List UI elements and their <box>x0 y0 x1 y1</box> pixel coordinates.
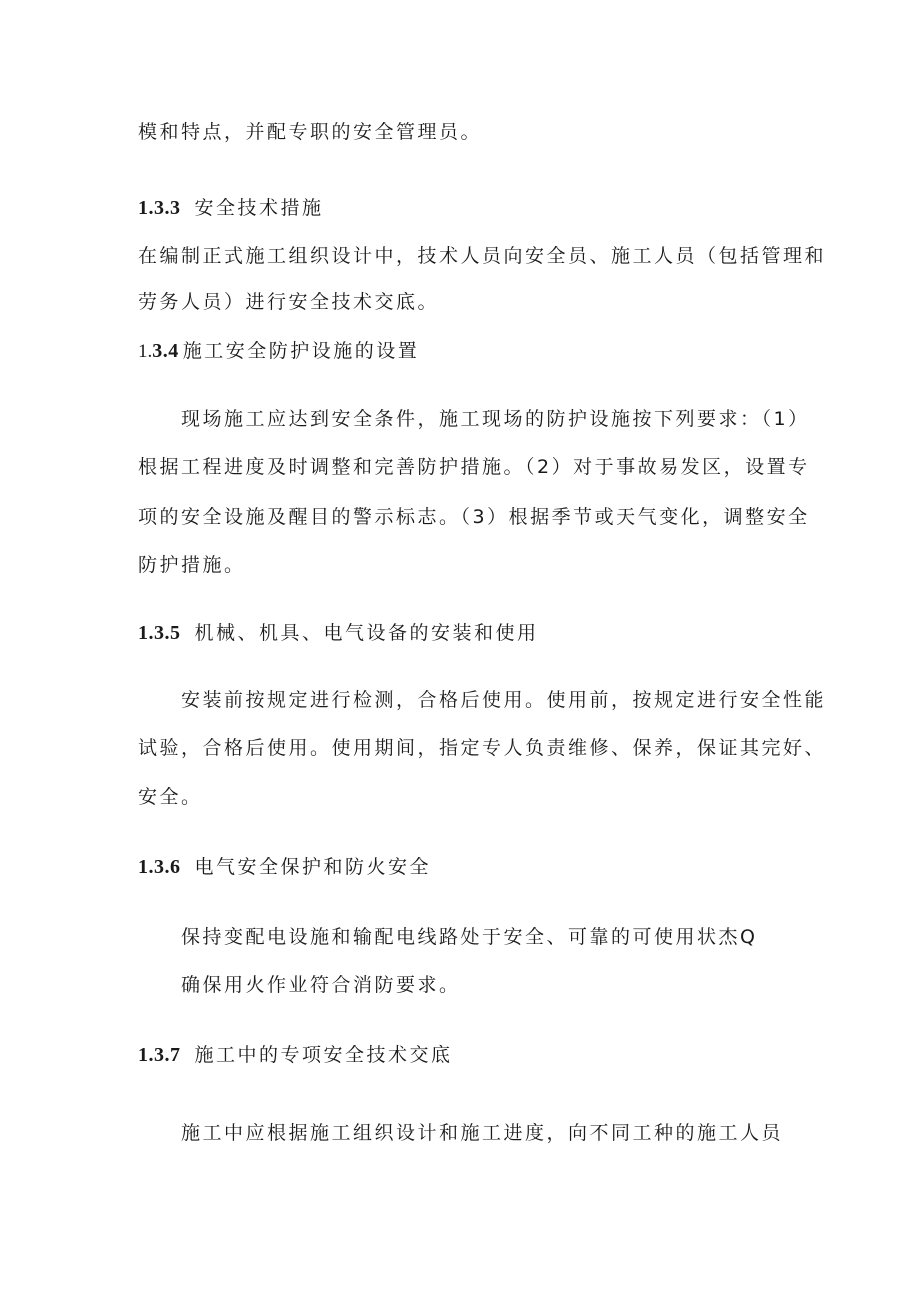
paragraph-line: 试验，合格后使用。使用期间，指定专人负责维修、保养，保证其完好、 <box>138 737 827 759</box>
section-title: 安全技术措施 <box>194 197 324 219</box>
paragraph-line: 确保用火作业符合消防要求。 <box>181 974 461 996</box>
section-heading-1-3-6 <box>138 855 431 879</box>
paragraph-line: 安装前按规定进行检测，合格后使用。使用前，按规定进行安全性能 <box>181 689 827 711</box>
section-number: 3.4 <box>152 340 179 362</box>
paragraph-line: 现场施工应达到安全条件，施工现场的防护设施按下列要求：（1） <box>181 408 810 430</box>
paragraph-line: 根据工程进度及时调整和完善防护措施。（2）对于事故易发区，设置专 <box>138 456 810 478</box>
section-heading-1-3-3 <box>138 196 324 220</box>
paragraph-line: 模和特点，并配专职的安全管理员。 <box>138 121 483 143</box>
section-number: 1.3.6 <box>138 856 181 878</box>
paragraph-line: 安全。 <box>138 786 203 808</box>
section-title: 施工中的专项安全技术交底 <box>194 1044 453 1066</box>
paragraph-line: 项的安全设施及醒目的警示标志。（3）根据季节或天气变化，调整安全 <box>138 506 810 528</box>
section-heading-1-3-4 <box>138 339 419 364</box>
section-title: 电气安全保护和防火安全 <box>194 856 432 878</box>
paragraph-line: 防护措施。 <box>138 554 246 576</box>
section-heading-1-3-7 <box>138 1043 453 1067</box>
section-title: 机械、机具、电气设备的安装和使用 <box>194 622 539 644</box>
paragraph-line: 保持变配电设施和输配电线路处于安全、可靠的可使用状杰Q <box>181 926 758 948</box>
section-heading-1-3-5 <box>138 621 539 645</box>
paragraph-line: 在编制正式施工组织设计中，技术人员向安全员、施工人员（包括管理和 <box>138 245 827 267</box>
section-number-prefix: 1. <box>138 341 153 362</box>
section-number: 1.3.5 <box>138 622 181 644</box>
section-number: 1.3.7 <box>138 1044 181 1066</box>
paragraph-line: 施工中应根据施工组织设计和施工进度，向不同工种的施工人员 <box>181 1122 784 1144</box>
section-title: 施工安全防护设施的设置 <box>182 340 420 362</box>
section-number: 1.3.3 <box>138 197 181 219</box>
paragraph-line: 劳务人员）进行安全技术交底。 <box>138 291 440 313</box>
